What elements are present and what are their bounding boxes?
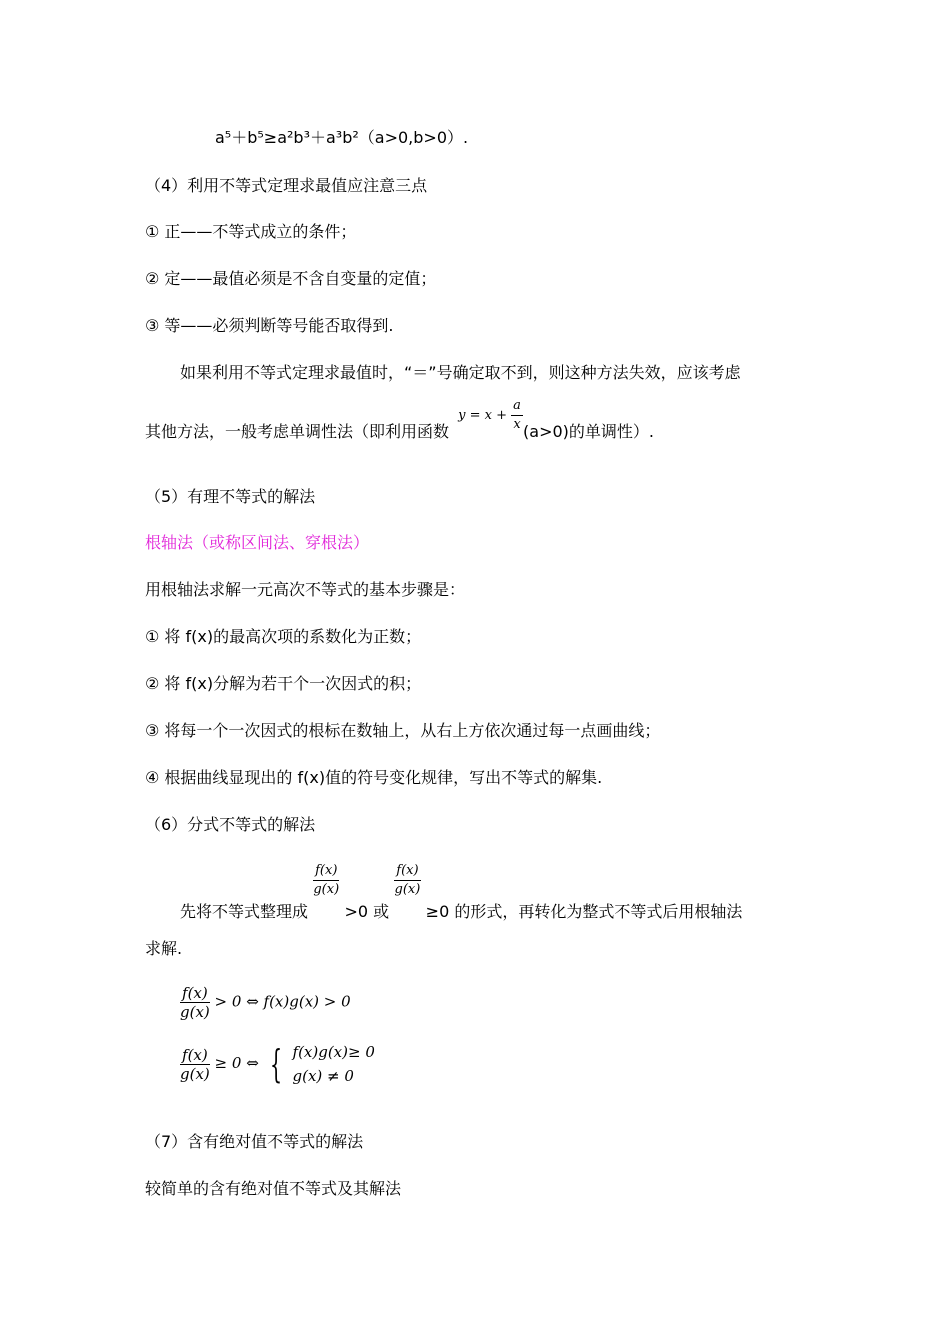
heading-5: （5）有理不等式的解法	[145, 487, 316, 506]
fraction-1-numerator: f(x)	[313, 862, 339, 881]
eq1-rhs: > 0 ⇔ f(x)g(x) > 0	[214, 992, 351, 1011]
eq1-numerator: f(x)	[180, 984, 210, 1003]
eq2-fraction	[180, 1046, 210, 1083]
point-1: ① 正——不等式成立的条件；	[145, 222, 357, 241]
fraction-2-numerator: f(x)	[394, 862, 420, 881]
pink-title: 根轴法（或称区间法、穿根法）	[145, 533, 370, 552]
steps-intro: 用根轴法求解一元高次不等式的基本步骤是：	[145, 580, 466, 599]
step-1: ① 将 f(x)的最高次项的系数化为正数；	[145, 627, 422, 646]
eq2-case-2: g(x) ≠ 0	[292, 1067, 354, 1085]
fraction-1	[313, 862, 339, 899]
step-4: ④ 根据曲线显现出的 f(x)值的符号变化规律，写出不等式的解集.	[145, 768, 603, 787]
fraction-intro-text: 先将不等式整理成	[180, 902, 309, 921]
formula-lhs: y = x +	[458, 408, 507, 423]
eq2-numerator: f(x)	[180, 1046, 210, 1065]
eq2-cases	[293, 1040, 375, 1088]
formula-fraction	[511, 397, 523, 434]
fraction-intro-line	[180, 862, 743, 921]
eq1-denominator: g(x)	[180, 1003, 210, 1021]
paragraph-line-1: 如果利用不等式定理求最值时，“＝”号确定取不到，则这种方法失效，应该考虑	[180, 363, 741, 382]
fraction-2	[394, 862, 420, 899]
inequality-line: a⁵＋b⁵≥a²b³＋a³b²（a>0,b>0）.	[215, 128, 469, 147]
eq2-denominator: g(x)	[180, 1064, 210, 1083]
equivalence-1	[180, 984, 351, 1021]
last-line: 较简单的含有绝对值不等式及其解法	[145, 1179, 402, 1198]
heading-6: （6）分式不等式的解法	[145, 815, 316, 834]
heading-7: （7）含有绝对值不等式的解法	[145, 1132, 364, 1151]
fraction-1-denominator: g(x)	[313, 882, 340, 897]
heading-4: （4）利用不等式定理求最值应注意三点	[145, 176, 428, 195]
formula-numerator: a	[511, 397, 523, 416]
eq2-mid: ≥ 0 ⇔	[214, 1054, 259, 1072]
point-3: ③ 等——必须判断等号能否取得到.	[145, 316, 394, 335]
gt-zero-text: >0 或	[344, 902, 390, 921]
fraction-2-denominator: g(x)	[394, 882, 421, 897]
ge-zero-text: ≥0 的形式，再转化为整式不等式后用根轴法	[425, 902, 743, 921]
solve-text: 求解.	[145, 939, 183, 958]
point-2: ② 定——最值必须是不含自变量的定值；	[145, 269, 437, 288]
brace-icon: {	[269, 1042, 282, 1086]
equivalence-2	[180, 1040, 375, 1088]
paragraph-line-2-text: 其他方法，一般考虑单调性法（即利用函数	[145, 422, 450, 441]
eq1-fraction	[180, 984, 210, 1021]
step-2: ② 将 f(x)分解为若干个一次因式的积；	[145, 674, 422, 693]
function-formula	[458, 398, 527, 432]
paragraph-line-2-end: (a>0)的单调性）.	[523, 422, 654, 441]
eq2-case-1: f(x)g(x)≥ 0	[292, 1043, 375, 1061]
step-3: ③ 将每一个一次因式的根标在数轴上，从右上方依次通过每一点画曲线；	[145, 721, 661, 740]
formula-denominator: x	[513, 417, 521, 432]
paragraph-line-2	[145, 394, 654, 441]
